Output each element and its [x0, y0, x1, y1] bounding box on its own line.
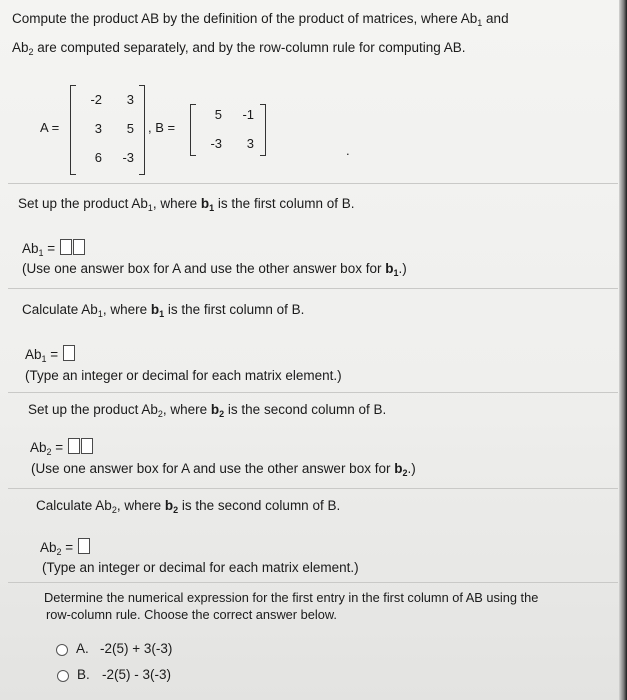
q2-equals: =: [46, 347, 59, 362]
intro-line-1-sub: 1: [477, 18, 483, 28]
option-b-letter: B.: [77, 667, 90, 682]
q2-prompt-sub: 1: [97, 309, 103, 319]
matrix-b-cell: -1: [242, 107, 254, 122]
section-divider: [8, 392, 618, 393]
q3-hint: [31, 461, 416, 478]
q1-prompt-where: , where: [152, 196, 201, 211]
trailing-dot: .: [346, 143, 350, 158]
q4-label-sub: 2: [56, 547, 62, 557]
q4-prompt-text: Calculate Ab: [36, 498, 112, 513]
q2-prompt-bvar: b: [150, 302, 160, 317]
q2-label-sub: 1: [41, 354, 47, 364]
q3-label: Ab: [30, 440, 47, 455]
option-a-expression: -2(5) + 3(-3): [100, 641, 173, 656]
option-a-letter: A.: [76, 641, 89, 656]
q1-prompt-end: is the first column of B.: [214, 196, 355, 211]
q3-hint-text: (Use one answer box for A and use the other answer box for: [31, 461, 395, 476]
q1-hint: [22, 261, 407, 278]
q3-prompt-bvar: b: [210, 402, 220, 417]
q4-prompt-bvar: b: [164, 498, 174, 513]
q3-hint-bsub: 2: [402, 468, 408, 478]
radio-button-a[interactable]: [56, 644, 68, 656]
q1-prompt-text: Set up the product Ab: [18, 196, 148, 211]
intro-line-2-text: are computed separately, and by the row-column rule for computing AB.: [33, 40, 466, 55]
q3-prompt-end: is the second column of B.: [224, 402, 387, 417]
q1-label: Ab: [22, 241, 39, 256]
radio-button-b[interactable]: [57, 670, 69, 682]
q4-prompt-bsub: 2: [173, 505, 179, 515]
matrix-a-cell: 3: [126, 92, 134, 107]
intro-line-1-text: Compute the product AB by the definition of the product of matrices, where Ab: [12, 11, 478, 26]
q2-prompt-bsub: 1: [159, 309, 165, 319]
q1-hint-bvar: b: [385, 261, 394, 276]
q4-prompt-end: is the second column of B.: [178, 498, 341, 513]
q4-hint: (Type an integer or decimal for each matrix element.): [42, 560, 359, 575]
q3-answer-box-a[interactable]: [68, 438, 80, 454]
q1-answer-box-b[interactable]: [73, 239, 85, 255]
q2-label: Ab: [25, 347, 42, 362]
q3-answer-box-b[interactable]: [81, 438, 93, 454]
q5-prompt-line-1: Determine the numerical expression for the first entry in the first column of AB using the: [44, 590, 539, 605]
section-divider: [8, 183, 618, 184]
q3-label-sub: 2: [46, 447, 52, 457]
matrix-a-cell: 5: [126, 121, 134, 136]
q2-prompt-text: Calculate Ab: [22, 302, 98, 317]
q3-prompt-where: , where: [162, 402, 211, 417]
intro-line-1-end: and: [482, 11, 509, 26]
q1-hint-text: (Use one answer box for A and use the other answer box for: [22, 261, 386, 276]
matrix-a-cell: 3: [94, 121, 102, 136]
q1-equals: =: [43, 241, 56, 256]
q4-prompt: [36, 498, 340, 515]
q3-prompt-sub: 2: [157, 409, 163, 419]
matrix-b-cell: -3: [210, 136, 222, 151]
section-divider: [8, 288, 618, 289]
intro-line-1: [12, 11, 509, 28]
matrix-b-left-bracket: [190, 104, 196, 156]
photo-edge-shadow: [619, 0, 627, 700]
q1-answer-box-a[interactable]: [60, 239, 72, 255]
section-divider: [8, 488, 618, 489]
q3-hint-end: .): [407, 461, 416, 476]
q3-hint-bvar: b: [394, 461, 403, 476]
intro-line-2-sub: 2: [28, 47, 34, 57]
q3-equals: =: [51, 440, 64, 455]
section-divider: [8, 582, 618, 583]
q4-equals: =: [61, 540, 74, 555]
q1-prompt-sub: 1: [147, 203, 153, 213]
q4-prompt-where: , where: [116, 498, 165, 513]
q4-prompt-sub: 2: [111, 505, 117, 515]
q4-label: Ab: [40, 540, 57, 555]
q2-hint: (Type an integer or decimal for each matrix element.): [25, 368, 342, 383]
q3-prompt-text: Set up the product Ab: [28, 402, 158, 417]
q5-prompt-line-2: row-column rule. Choose the correct answer below.: [46, 607, 337, 622]
q3-prompt: [28, 402, 386, 419]
intro-line-2-ab: Ab: [12, 40, 29, 55]
q1-label-sub: 1: [38, 248, 44, 258]
matrix-b-label: , B =: [148, 120, 176, 135]
q2-answer-box[interactable]: [63, 345, 75, 361]
q1-prompt-bvar: b: [200, 196, 210, 211]
q3-answer-row: [30, 438, 93, 457]
q1-prompt-bsub: 1: [209, 203, 215, 213]
matrix-a-cell: 6: [94, 150, 102, 165]
q2-prompt: [22, 302, 304, 319]
matrix-a-right-bracket: [139, 85, 145, 175]
matrix-a-left-bracket: [70, 85, 76, 175]
matrix-a-cell: -2: [90, 92, 102, 107]
q3-prompt-bsub: 2: [219, 409, 225, 419]
option-b-expression: -2(5) - 3(-3): [102, 667, 172, 682]
intro-line-2: [12, 40, 466, 57]
q2-prompt-end: is the first column of B.: [164, 302, 305, 317]
q1-hint-bsub: 1: [393, 268, 399, 278]
q1-answer-row: [22, 239, 85, 258]
q2-prompt-where: , where: [102, 302, 151, 317]
q4-answer-box[interactable]: [78, 538, 90, 554]
matrix-b-right-bracket: [260, 104, 266, 156]
q1-prompt: [18, 196, 354, 213]
matrix-a-cell: -3: [122, 150, 134, 165]
matrix-b-cell: 3: [246, 136, 254, 151]
matrix-b-cell: 5: [214, 107, 222, 122]
q4-answer-row: [40, 538, 90, 557]
matrix-a-label: A =: [40, 120, 60, 135]
q2-answer-row: [25, 345, 75, 364]
q1-hint-end: .): [398, 261, 407, 276]
